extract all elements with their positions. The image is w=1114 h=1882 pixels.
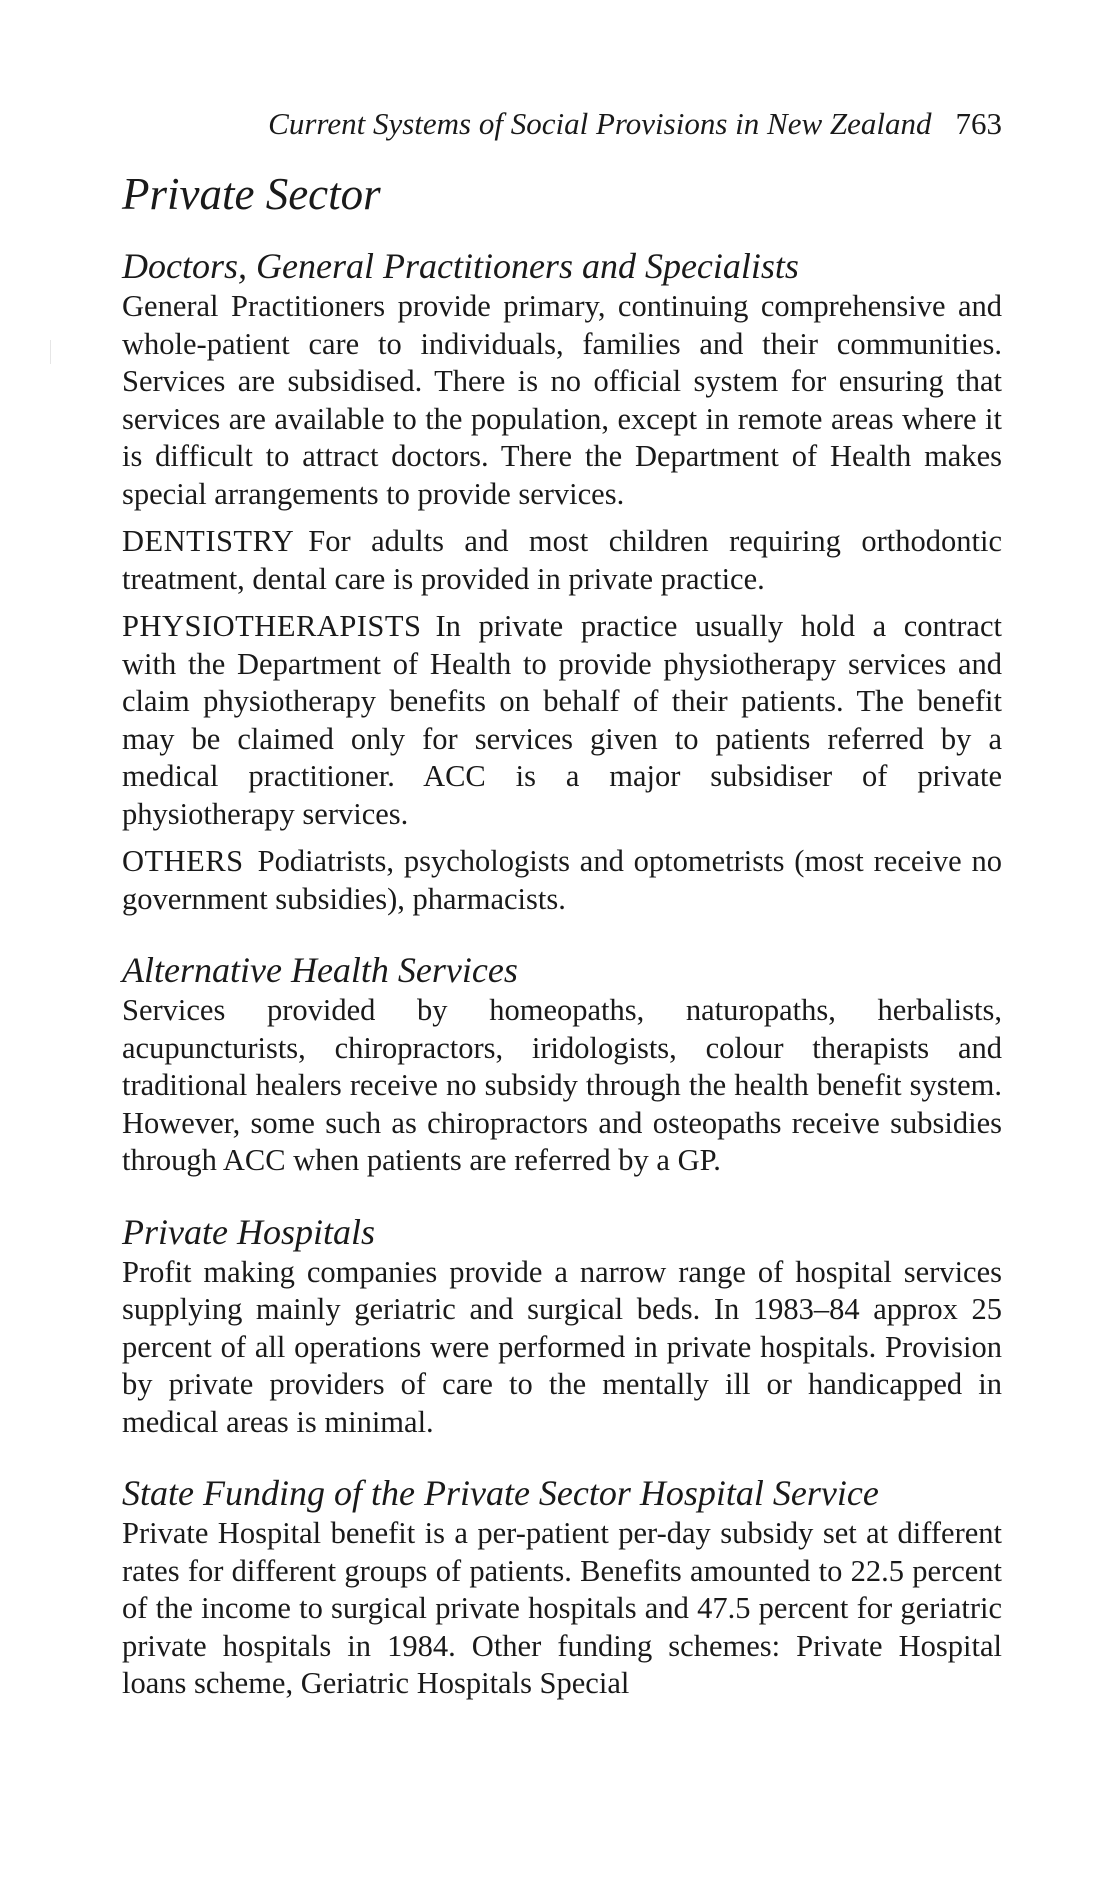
run-in-label: DENTISTRY (122, 524, 295, 558)
running-head (122, 104, 1002, 144)
section-heading: Alternative Health Services (122, 950, 518, 990)
section-body: Profit making companies provide a narrow range of hospital services supplying mainly geriatric and surgical beds. In 1983–84 approx 25 percent of all operations were performed in private hospitals. Provision by private providers of care to the mentally ill or handicapped in medical areas is minimal. (122, 1254, 1002, 1439)
section-doctors (122, 244, 1002, 513)
paragraph-text: In private practice usually hold a contract with the Department of Health to provide physiotherapy services and claim physiotherapy benefits on behalf of their patients. The benefit may be claimed only for services given to patients referred by a medical practitioner. ACC is a major subsidiser of private physiotherapy services. (122, 609, 1002, 831)
section-state-funding (122, 1471, 1002, 1703)
section-body: General Practitioners provide primary, continuing comprehensive and whole-patient care to individuals, families and their communities. Services are subsidised. There is no official system for ensuring that services are available to the population, except in remote areas where it is difficult to attract doctors. There the Department of Health makes special arrangements to provide services. (122, 289, 1002, 511)
paragraph-physiotherapists (122, 608, 1002, 833)
section-heading: Private Hospitals (122, 1211, 375, 1252)
book-page (122, 104, 1002, 1703)
chapter-title: Private Sector (122, 169, 381, 219)
section-private-hospitals (122, 1210, 1002, 1442)
section-heading: Doctors, General Practitioners and Specialists (122, 246, 799, 286)
scan-mark (50, 340, 51, 364)
page-number: 763 (955, 106, 1002, 141)
section-body: Private Hospital benefit is a per-patient per-day subsidy set at different rates for different groups of patients. Benefits amounted to 22.5 percent of the income to surgical private hospitals and 47.5 percent for geriatric private hospitals in 1984. Other funding schemes: Private Hospital loans scheme, Geriatric Hospitals Special (122, 1516, 1002, 1700)
paragraph-others (122, 843, 1002, 918)
section-alternative-health (122, 948, 1002, 1180)
section-body: Services provided by homeopaths, naturopaths, herbalists, acupuncturists, chiropractors, iridologists, colour therapists and traditional healers receive no subsidy through the health benefit system. However, some such as chiropractors and osteopaths receive subsidies through ACC when patients are referred by a GP. (122, 993, 1002, 1177)
run-in-label: OTHERS (122, 844, 244, 878)
paragraph-text: Podiatrists, psychologists and optometrists (most receive no government subsidies), pharmacists. (122, 844, 1002, 916)
paragraph-dentistry (122, 523, 1002, 598)
running-title: Current Systems of Social Provisions in New Zealand (268, 106, 932, 141)
paragraph-text: For adults and most children requiring orthodontic treatment, dental care is provided in private practice. (122, 524, 1002, 596)
run-in-label: PHYSIOTHERAPISTS (122, 609, 422, 643)
section-heading: State Funding of the Private Sector Hospital Service (122, 1473, 879, 1513)
